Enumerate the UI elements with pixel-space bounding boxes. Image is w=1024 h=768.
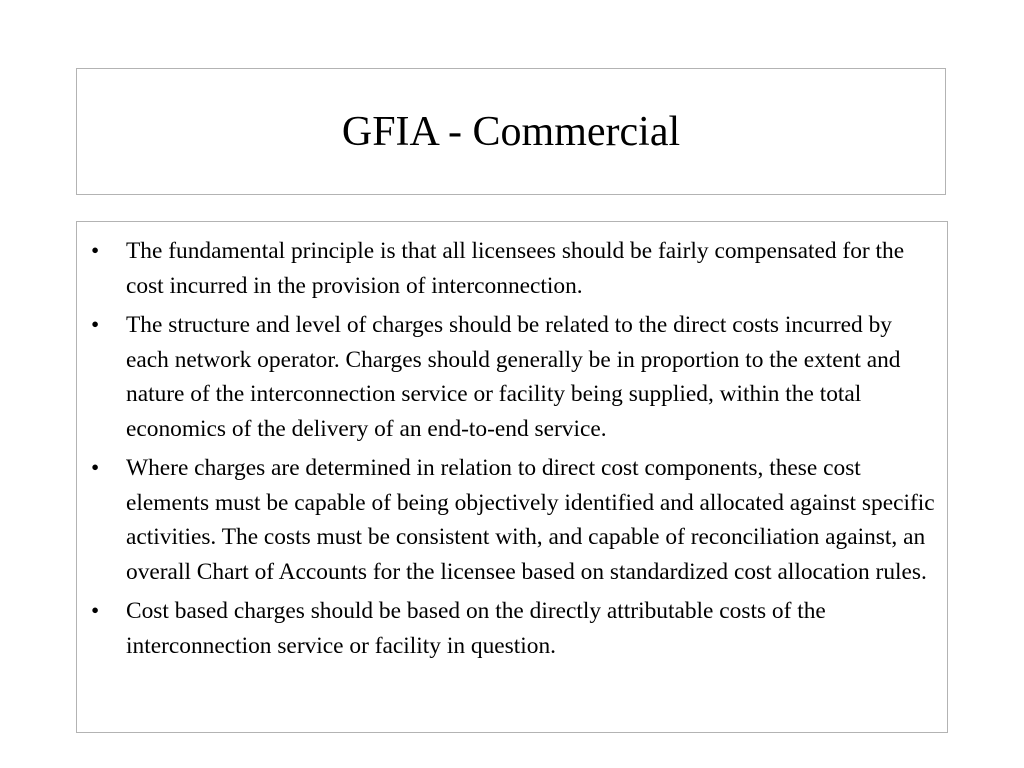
bullet-item [91,451,937,589]
bullet-item [91,234,937,303]
content-placeholder [76,221,948,733]
bullet-dot-icon: • [91,598,100,624]
title-placeholder [76,68,946,195]
bullet-text: Where charges are determined in relation to direct cost components, these cost elements must be capable of being objectively identified and allocated against specific activities. The costs must be consistent with, and capable of reconciliation against, an overall Chart of Accounts for the licensee based on standardized cost allocation rules. [126,455,935,585]
bullet-dot-icon: • [91,455,100,481]
bullet-text: The fundamental principle is that all licensees should be fairly compensated for the cost incurred in the provision of interconnection. [126,238,905,299]
bullet-list [91,234,937,663]
bullet-text: Cost based charges should be based on the directly attributable costs of the interconnection service or facility in question. [126,598,826,659]
bullet-item [91,308,937,446]
bullet-item [91,594,937,663]
slide-title: GFIA - Commercial [341,108,681,155]
bullet-dot-icon: • [91,312,100,338]
bullet-dot-icon: • [91,238,100,264]
bullet-text: The structure and level of charges should be related to the direct costs incurred by each network operator. Charges should generally be in proportion to the extent and nature of the interconnection service or facility being supplied, within the total economics of the delivery of an end-to-end service. [126,312,901,442]
